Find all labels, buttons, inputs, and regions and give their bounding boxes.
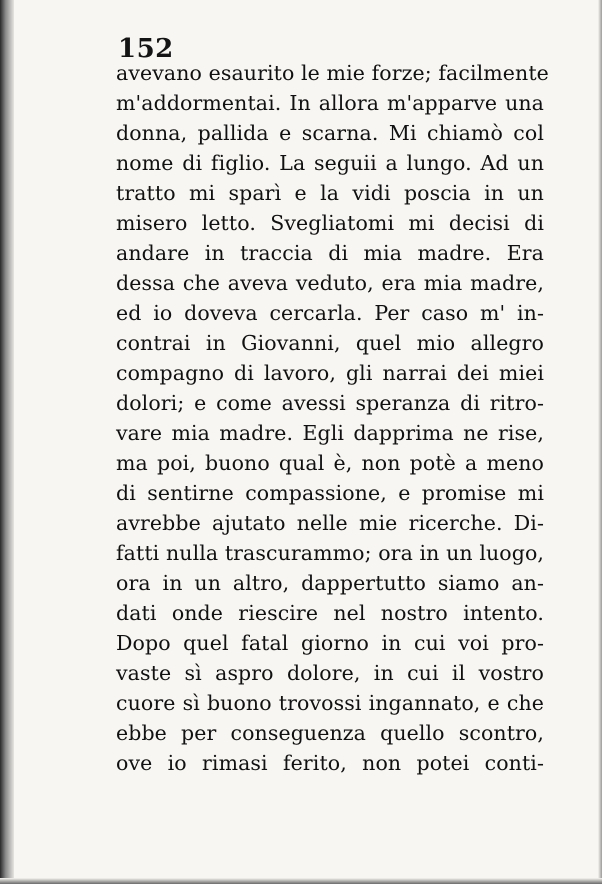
text-line: tratto mi sparì e la vidi poscia in un — [116, 181, 544, 205]
text-line: dessa che aveva veduto, era mia madre, — [116, 271, 544, 295]
text-line: misero letto. Svegliatomi mi decisi di — [116, 211, 544, 235]
text-line: ma poi, buono qual è, non potè a meno — [116, 451, 544, 475]
text-line: contrai in Giovanni, quel mio allegro — [116, 331, 544, 355]
text-line: fatti nulla trascurammo; ora in un luogo, — [116, 541, 545, 565]
text-line: ed io doveva cercarla. Per caso m' in- — [116, 301, 544, 325]
text-line: nome di figlio. La seguii a lungo. Ad un — [116, 151, 544, 175]
text-line: ove io rimasi ferito, non potei conti- — [116, 751, 544, 775]
binding-shadow — [0, 0, 14, 884]
text-line: andare in traccia di mia madre. Era — [116, 241, 544, 265]
text-line: Dopo quel fatal giorno in cui voi pro- — [116, 631, 544, 655]
text-line: vaste sì aspro dolore, in cui il vostro — [116, 661, 544, 685]
text-line: ora in un altro, dappertutto siamo an- — [116, 571, 544, 595]
text-line: donna, pallida e scarna. Mi chiamò col — [116, 121, 544, 145]
text-line: dolori; e come avessi speranza di ritro- — [116, 391, 544, 415]
text-line: dati onde riescire nel nostro intento. — [116, 601, 544, 625]
text-line: avevano esaurito le mie forze; facilmente — [116, 61, 549, 85]
page-edge-right — [598, 0, 602, 884]
page-edge-bottom — [0, 878, 602, 884]
text-line: avrebbe ajutato nelle mie ricerche. Di- — [116, 511, 544, 535]
text-line: m'addormentai. In allora m'apparve una — [116, 91, 544, 115]
body-text — [116, 58, 549, 778]
text-line: di sentirne compassione, e promise mi — [116, 481, 544, 505]
text-line: ebbe per conseguenza quello scontro, — [116, 721, 544, 745]
text-line: vare mia madre. Egli dapprima ne rise, — [116, 421, 544, 445]
text-line: cuore sì buono trovossi ingannato, e che — [116, 691, 544, 715]
text-line: compagno di lavoro, gli narrai dei miei — [116, 361, 544, 385]
page-number: 152 — [118, 34, 174, 64]
